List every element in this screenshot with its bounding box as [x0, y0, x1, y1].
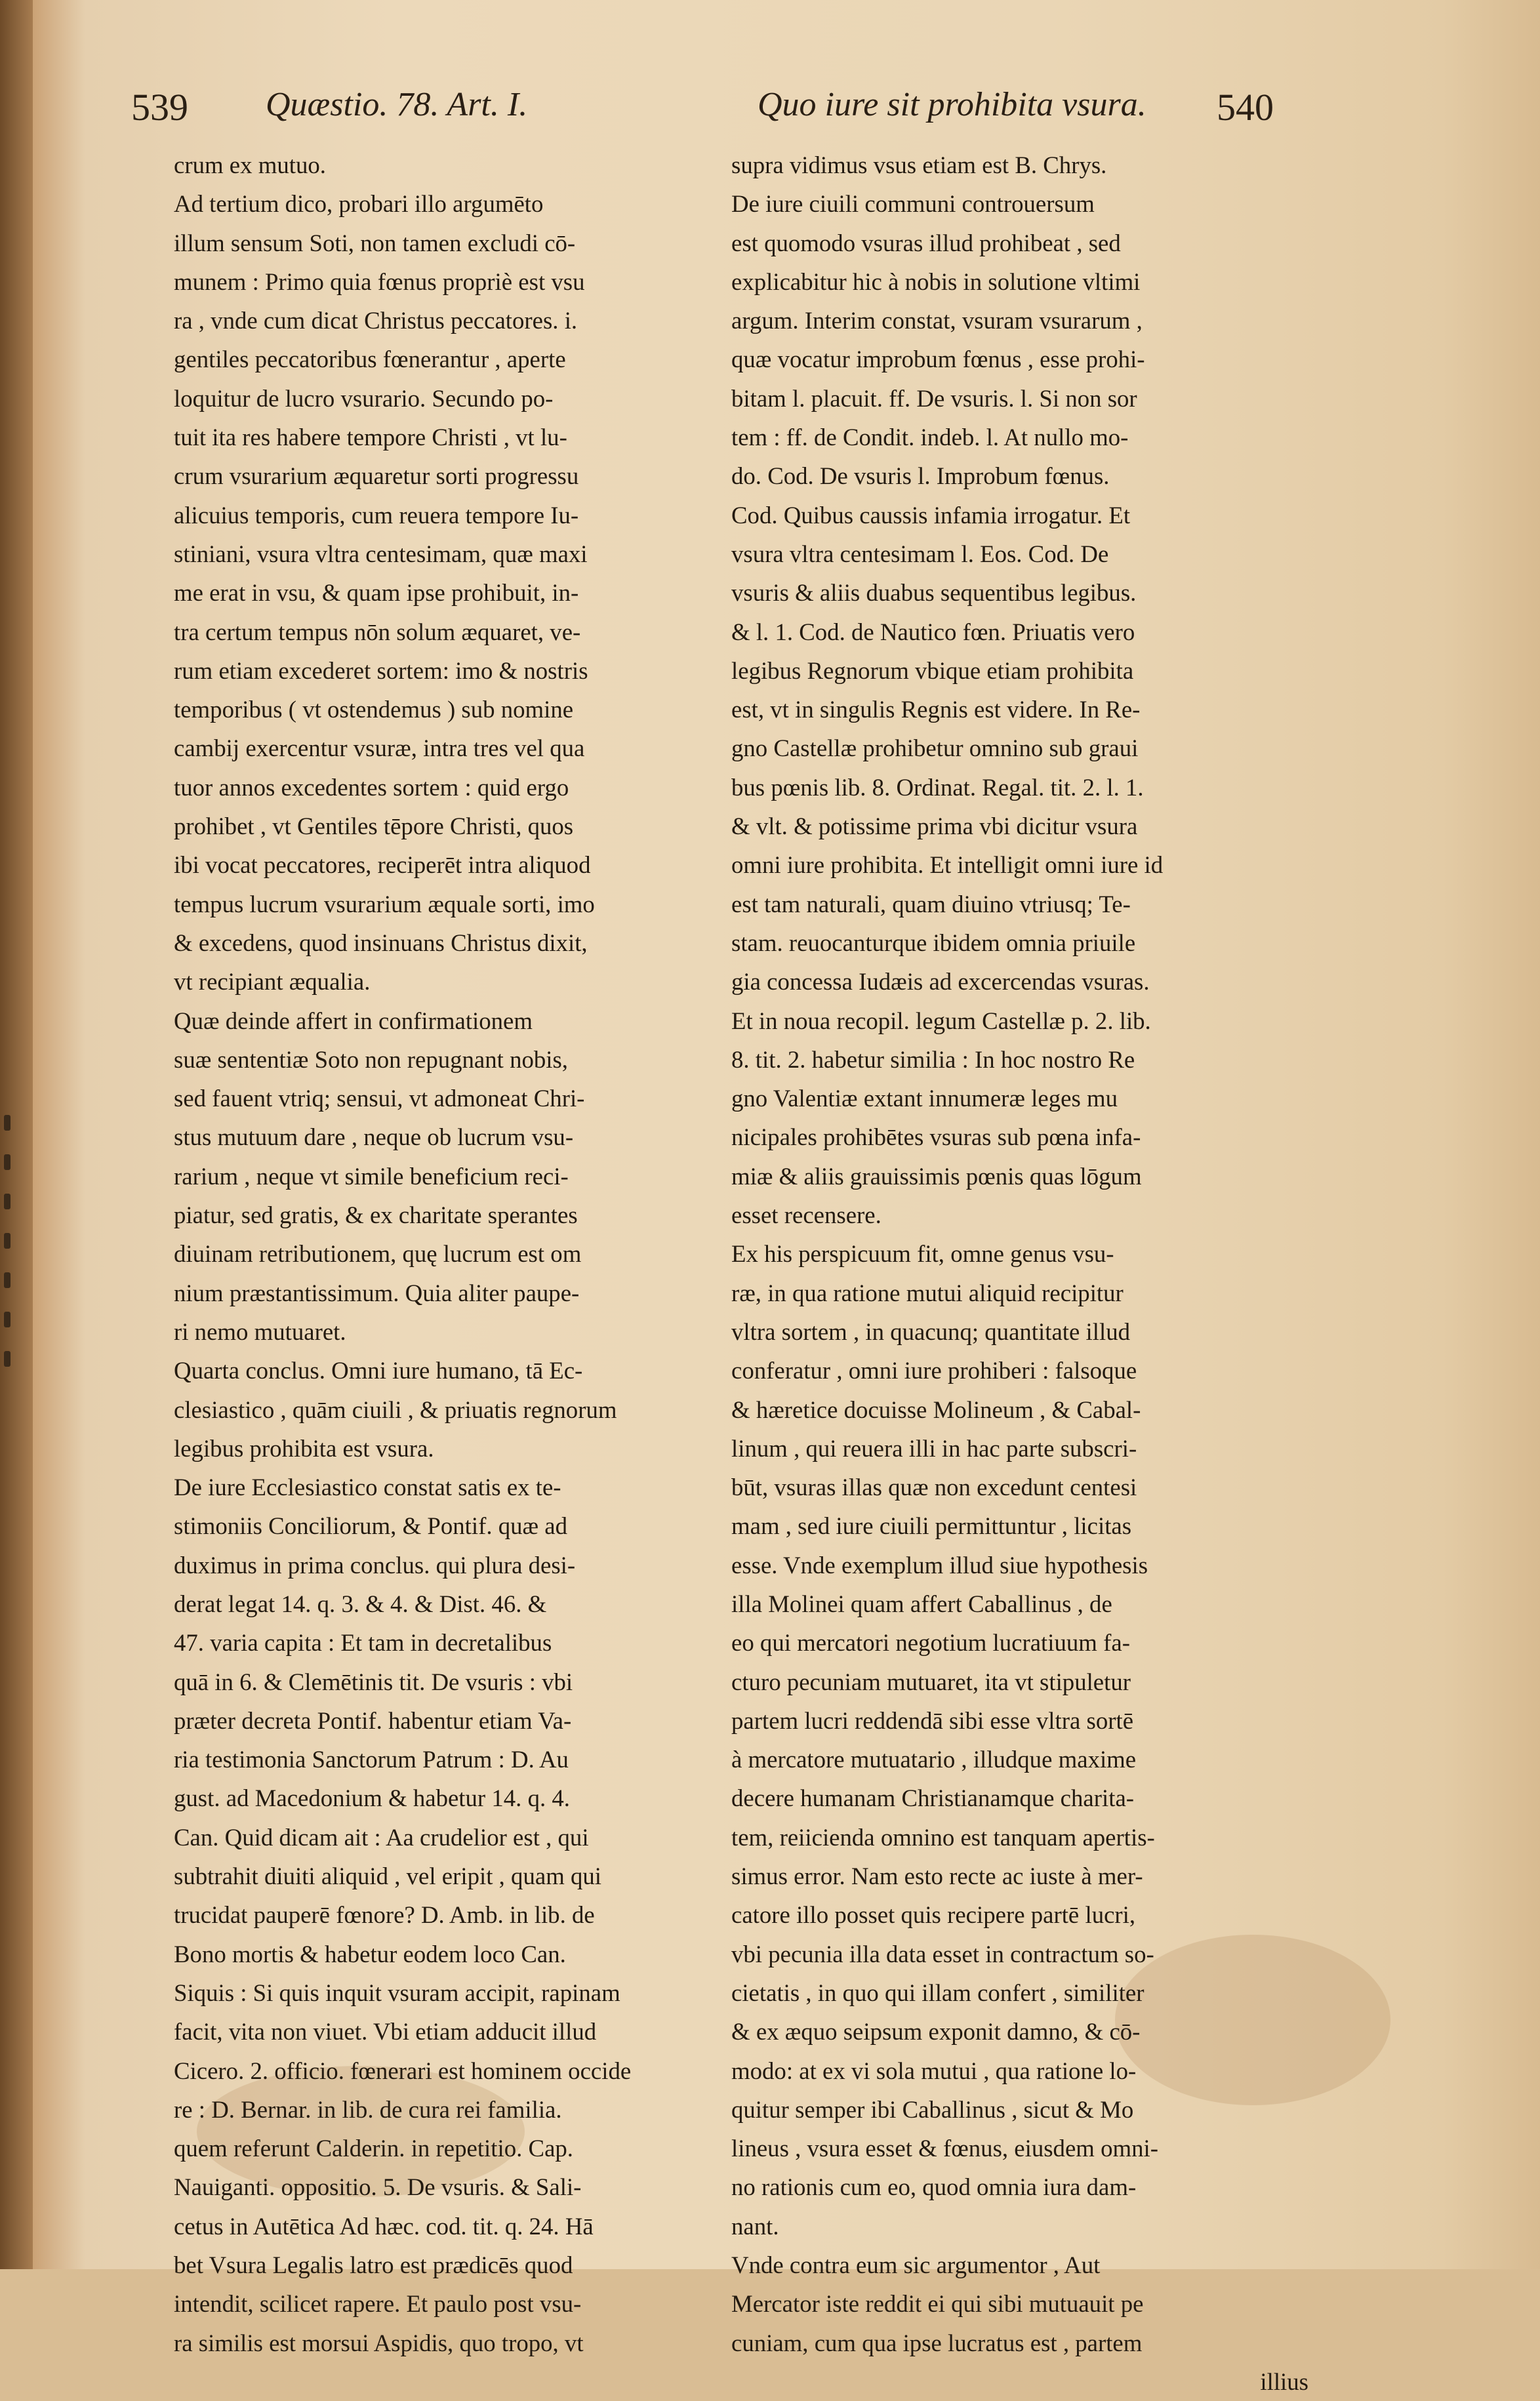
text-line: Ad tertium dico, probari illo argumēto: [174, 190, 544, 218]
left-text-column: [174, 146, 679, 2362]
text-line: quitur semper ibi Caballinus , sicut & Mo: [731, 2095, 1134, 2123]
text-line: stiniani, vsura vltra centesimam, quæ maxi: [174, 540, 588, 567]
text-line: nicipales prohibētes vsuras sub pœna infa-: [731, 1123, 1141, 1151]
text-line: Cod. Quibus caussis infamia irrogatur. Et: [731, 501, 1131, 529]
text-line: me erat in vsu, & quam ipse prohibuit, in-: [174, 579, 579, 607]
text-line: Quæ deinde affert in confirmationem: [174, 1007, 533, 1034]
text-line: ibi vocat peccatores, reciperēt intra aliquod: [174, 851, 591, 879]
text-line: illum sensum Soti, non tamen excludi cō-: [174, 229, 576, 256]
text-line: 47. varia capita : Et tam in decretalibus: [174, 1629, 552, 1657]
text-line: gia concessa Iudæis ad excercendas vsuras.: [731, 968, 1150, 996]
left-page-number: 539: [131, 86, 188, 129]
text-line: suæ sententiæ Soto non repugnant nobis,: [174, 1045, 569, 1073]
text-line: vt recipiant æqualia.: [174, 968, 371, 996]
right-text-column: [731, 146, 1308, 2401]
text-line: duximus in prima conclus. qui plura desi-: [174, 1551, 576, 1579]
text-line: rarium , neque vt simile beneficium reci-: [174, 1162, 569, 1190]
text-line: alicuius temporis, cum reuera tempore Iu-: [174, 501, 579, 529]
text-line: crum vsurarium æquaretur sorti progressu: [174, 462, 579, 490]
text-line: crum ex mutuo.: [174, 151, 326, 178]
text-line: vsuris & aliis duabus sequentibus legibus.: [731, 579, 1137, 607]
text-line: De iure ciuili communi controuersum: [731, 190, 1095, 218]
text-line: Vnde contra eum sic argumentor , Aut: [731, 2251, 1101, 2279]
text-line: est, vt in singulis Regnis est videre. In Re-: [731, 696, 1141, 723]
text-line: quem referunt Calderin. in repetitio. Cap.: [174, 2135, 573, 2162]
text-line: ra , vnde cum dicat Christus peccatores. i.: [174, 307, 578, 334]
text-line: Can. Quid dicam ait : Aa crudelior est , qui: [174, 1823, 589, 1851]
text-line: re : D. Bernar. in lib. de cura rei familia.: [174, 2095, 562, 2123]
text-line: clesiastico , quām ciuili , & priuatis regnorum: [174, 1396, 617, 1423]
text-line: est tam naturali, quam diuino vtriusq; Te-: [731, 890, 1131, 918]
text-line: & vlt. & potissime prima vbi dicitur vsura: [731, 813, 1138, 840]
text-line: cambij exercentur vsuræ, intra tres vel qua: [174, 735, 585, 762]
catchword: illius: [1260, 2368, 1308, 2395]
right-page-number: 540: [1217, 86, 1274, 129]
text-line: mam , sed iure ciuili permittuntur , licitas: [731, 1512, 1132, 1540]
page-header: [0, 79, 1540, 144]
text-line: & hæretice docuisse Molineum , & Cabal-: [731, 1396, 1141, 1423]
text-line: illa Molinei quam affert Caballinus , de: [731, 1590, 1112, 1617]
text-line: lineus , vsura esset & fœnus, eiusdem omni-: [731, 2135, 1159, 2162]
text-line: à mercatore mutuatario , illudque maxime: [731, 1746, 1137, 1773]
text-line: Et in noua recopil. legum Castellæ p. 2. lib.: [731, 1007, 1151, 1034]
text-line: subtrahit diuiti aliquid , vel eripit , quam qui: [174, 1863, 602, 1890]
text-line: vsura vltra centesimam l. Eos. Cod. De: [731, 540, 1109, 567]
text-line: gno Castellæ prohibetur omnino sub graui: [731, 735, 1139, 762]
text-line: Mercator iste reddit ei qui sibi mutuauit pe: [731, 2290, 1144, 2318]
text-line: Ex his perspicuum fit, omne genus vsu-: [731, 1240, 1114, 1268]
text-line: Siquis : Si quis inquit vsuram accipit, rapinam: [174, 1979, 620, 2006]
text-line: cetus in Autētica Ad hæc. cod. tit. q. 24. Hā: [174, 2212, 594, 2240]
text-line: tuor annos excedentes sortem : quid ergo: [174, 773, 569, 801]
text-line: munem : Primo quia fœnus propriè est vsu: [174, 268, 585, 295]
text-line: linum , qui reuera illi in hac parte subscri-: [731, 1434, 1137, 1462]
text-line: cietatis , in quo qui illam confert , similiter: [731, 1979, 1145, 2006]
text-line: esse. Vnde exemplum illud siue hypothesis: [731, 1551, 1148, 1579]
text-line: gno Valentiæ extant innumeræ leges mu: [731, 1085, 1118, 1112]
text-line: simus error. Nam esto recte ac iuste à mer-: [731, 1863, 1143, 1890]
text-line: legibus Regnorum vbique etiam prohibita: [731, 656, 1134, 684]
text-line: trucidat pauperē fœnore? D. Amb. in lib. de: [174, 1901, 595, 1929]
text-line: supra vidimus vsus etiam est B. Chrys.: [731, 151, 1107, 178]
text-line: ri nemo mutuaret.: [174, 1318, 346, 1345]
text-line: & excedens, quod insinuans Christus dixit,: [174, 929, 588, 956]
text-line: est quomodo vsuras illud prohibeat , sed: [731, 229, 1121, 256]
text-line: explicabitur hic à nobis in solutione vltimi: [731, 268, 1141, 295]
text-line: loquitur de lucro vsurario. Secundo po-: [174, 384, 554, 412]
text-line: bus pœnis lib. 8. Ordinat. Regal. tit. 2. l. 1.: [731, 773, 1144, 801]
text-line: temporibus ( vt ostendemus ) sub nomine: [174, 696, 574, 723]
text-line: nant.: [731, 2212, 779, 2240]
text-line: Quarta conclus. Omni iure humano, tā Ec-: [174, 1357, 583, 1384]
text-line: būt, vsuras illas quæ non excedunt centesi: [731, 1474, 1137, 1501]
text-line: stam. reuocanturque ibidem omnia priuile: [731, 929, 1136, 956]
text-line: no rationis cum eo, quod omnia iura dam-: [731, 2173, 1137, 2201]
text-line: ria testimonia Sanctorum Patrum : D. Au: [174, 1746, 569, 1773]
text-line: tuit ita res habere tempore Christi , vt lu-: [174, 424, 567, 451]
text-line: tem : ff. de Condit. indeb. l. At nullo mo-: [731, 424, 1129, 451]
text-line: quæ vocatur improbum fœnus , esse prohi-: [731, 346, 1145, 373]
text-line: eo qui mercatori negotium lucratiuum fa-: [731, 1629, 1130, 1657]
text-line: piatur, sed gratis, & ex charitate sperantes: [174, 1201, 578, 1229]
text-line: conferatur , omni iure prohiberi : falsoque: [731, 1357, 1137, 1384]
text-line: & l. 1. Cod. de Nautico fœn. Priuatis vero: [731, 618, 1135, 645]
text-line: diuinam retributionem, quę lucrum est om: [174, 1240, 582, 1268]
text-line: bet Vsura Legalis latro est prædicēs quod: [174, 2251, 573, 2279]
left-running-head: Quæstio. 78. Art. I.: [266, 86, 528, 123]
text-line: cturo pecuniam mutuaret, ita vt stipuletur: [731, 1668, 1131, 1695]
text-line: bitam l. placuit. ff. De vsuris. l. Si non sor: [731, 384, 1137, 412]
text-line: tem, reiicienda omnino est tanquam apertis-: [731, 1823, 1155, 1851]
text-line: prohibet , vt Gentiles tēpore Christi, quos: [174, 813, 574, 840]
text-line: Cicero. 2. officio. fœnerari est hominem occide: [174, 2057, 632, 2084]
text-line: esset recensere.: [731, 1201, 881, 1229]
text-line: catore illo posset quis recipere partē lucri,: [731, 1901, 1136, 1929]
text-line: quā in 6. & Clemētinis tit. De vsuris : vbi: [174, 1668, 573, 1695]
text-line: cuniam, cum qua ipse lucratus est , partem: [731, 2329, 1143, 2356]
text-line: præter decreta Pontif. habentur etiam Va-: [174, 1706, 572, 1734]
text-line: sed fauent vtriq; sensui, vt admoneat Chri-: [174, 1085, 585, 1112]
text-line: stimoniis Conciliorum, & Pontif. quæ ad: [174, 1512, 568, 1540]
text-line: rum etiam excederet sortem: imo & nostris: [174, 656, 588, 684]
text-line: omni iure prohibita. Et intelligit omni iure id: [731, 851, 1164, 879]
right-running-head: Quo iure sit prohibita vsura.: [758, 86, 1146, 123]
text-line: do. Cod. De vsuris l. Improbum fœnus.: [731, 462, 1110, 490]
text-line: intendit, scilicet rapere. Et paulo post vsu-: [174, 2290, 582, 2318]
text-line: vltra sortem , in quacunq; quantitate illud: [731, 1318, 1131, 1345]
text-line: Nauiganti. oppositio. 5. De vsuris. & Sali-: [174, 2173, 582, 2201]
text-line: 8. tit. 2. habetur similia : In hoc nostro Re: [731, 1045, 1135, 1073]
text-line: tra certum tempus nōn solum æquaret, ve-: [174, 618, 581, 645]
text-line: legibus prohibita est vsura.: [174, 1434, 434, 1462]
text-line: modo: at ex vi sola mutui , qua ratione lo-: [731, 2057, 1137, 2084]
text-line: stus mutuum dare , neque ob lucrum vsu-: [174, 1123, 574, 1151]
margin-ink-marks: [0, 1115, 20, 1390]
text-line: decere humanam Christianamque charita-: [731, 1785, 1135, 1812]
text-line: Bono mortis & habetur eodem loco Can.: [174, 1940, 566, 1967]
text-line: De iure Ecclesiastico constat satis ex te-: [174, 1474, 561, 1501]
text-line: argum. Interim constat, vsuram vsurarum ,: [731, 307, 1143, 334]
text-line: ræ, in qua ratione mutui aliquid recipitur: [731, 1279, 1124, 1306]
text-line: ra similis est morsui Aspidis, quo tropo, vt: [174, 2329, 584, 2356]
text-line: nium præstantissimum. Quia aliter paupe-: [174, 1279, 580, 1306]
text-line: vbi pecunia illa data esset in contractum so-: [731, 1940, 1154, 1967]
text-line: partem lucri reddendā sibi esse vltra sortē: [731, 1706, 1134, 1734]
text-line: tempus lucrum vsurarium æquale sorti, imo: [174, 890, 595, 918]
text-line: miæ & aliis grauissimis pœnis quas lōgum: [731, 1162, 1142, 1190]
text-line: gentiles peccatoribus fœnerantur , aperte: [174, 346, 566, 373]
text-line: facit, vita non viuet. Vbi etiam adducit illud: [174, 2018, 597, 2046]
text-line: gust. ad Macedonium & habetur 14. q. 4.: [174, 1785, 570, 1812]
text-line: derat legat 14. q. 3. & 4. & Dist. 46. &: [174, 1590, 547, 1617]
text-line: & ex æquo seipsum exponit damno, & cō-: [731, 2018, 1141, 2046]
